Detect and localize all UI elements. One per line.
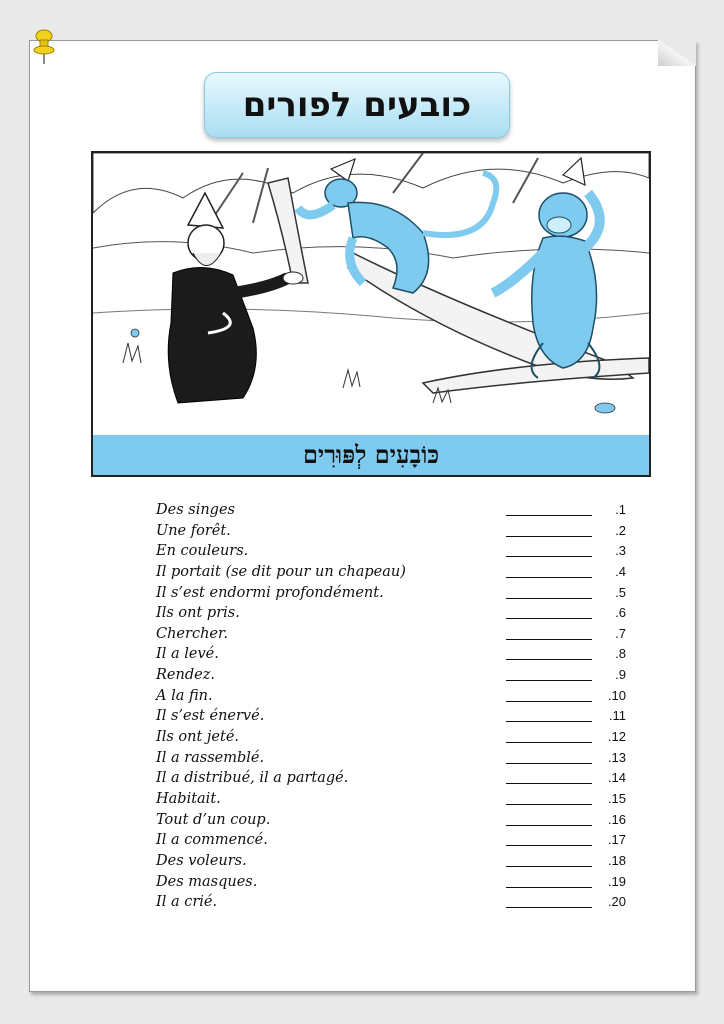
page-fold-corner bbox=[658, 40, 696, 66]
vocabulary-row bbox=[156, 583, 626, 604]
item-number: .19 bbox=[607, 873, 626, 889]
vocabulary-row bbox=[156, 644, 626, 665]
answer-blank[interactable] bbox=[506, 825, 592, 826]
item-number: .13 bbox=[607, 749, 626, 765]
vocabulary-row bbox=[156, 562, 626, 583]
answer-blank[interactable] bbox=[506, 556, 592, 557]
french-term: En couleurs. bbox=[156, 543, 249, 560]
vocabulary-row bbox=[156, 686, 626, 707]
answer-blank[interactable] bbox=[506, 866, 592, 867]
item-number: .9 bbox=[615, 667, 626, 683]
item-number: .17 bbox=[607, 832, 626, 848]
french-term: Une forêt. bbox=[156, 522, 231, 539]
vocabulary-row bbox=[156, 892, 626, 913]
french-term: Rendez. bbox=[156, 667, 215, 684]
title-banner bbox=[204, 72, 510, 138]
item-number: .15 bbox=[607, 790, 626, 806]
answer-blank[interactable] bbox=[506, 598, 592, 599]
item-number: .5 bbox=[615, 584, 626, 600]
item-number: .16 bbox=[607, 811, 626, 827]
item-number: .4 bbox=[615, 563, 626, 579]
french-term: Il a distribué, il a partagé. bbox=[156, 770, 349, 787]
french-term: Ils ont jeté. bbox=[156, 729, 240, 746]
vocabulary-row bbox=[156, 603, 626, 624]
answer-blank[interactable] bbox=[506, 845, 592, 846]
answer-blank[interactable] bbox=[506, 618, 592, 619]
french-term: Chercher. bbox=[156, 625, 228, 642]
answer-blank[interactable] bbox=[506, 783, 592, 784]
french-term: Il portait (se dit pour un chapeau) bbox=[156, 563, 406, 580]
item-number: .10 bbox=[607, 687, 626, 703]
vocabulary-row bbox=[156, 727, 626, 748]
answer-blank[interactable] bbox=[506, 887, 592, 888]
item-number: .6 bbox=[615, 605, 626, 621]
vocabulary-row bbox=[156, 665, 626, 686]
answer-blank[interactable] bbox=[506, 721, 592, 722]
vocabulary-row bbox=[156, 851, 626, 872]
answer-blank[interactable] bbox=[506, 536, 592, 537]
item-number: .8 bbox=[615, 646, 626, 662]
vocabulary-row bbox=[156, 748, 626, 769]
answer-blank[interactable] bbox=[506, 804, 592, 805]
french-term: Il a levé. bbox=[156, 646, 219, 663]
page-title: כובעים לפורים bbox=[242, 85, 472, 125]
vocabulary-row bbox=[156, 830, 626, 851]
answer-blank[interactable] bbox=[506, 659, 592, 660]
french-term: Des masques. bbox=[156, 873, 258, 890]
french-term: Il a rassemblé. bbox=[156, 749, 265, 766]
answer-blank[interactable] bbox=[506, 701, 592, 702]
french-term: Il a commencé. bbox=[156, 832, 268, 849]
french-term: Tout d’un coup. bbox=[156, 811, 271, 828]
vocabulary-row bbox=[156, 521, 626, 542]
answer-blank[interactable] bbox=[506, 907, 592, 908]
item-number: .2 bbox=[615, 522, 626, 538]
vocabulary-row bbox=[156, 500, 626, 521]
answer-blank[interactable] bbox=[506, 639, 592, 640]
vocabulary-row bbox=[156, 872, 626, 893]
french-term: Il s’est endormi profondément. bbox=[156, 584, 384, 601]
pushpin-icon bbox=[31, 28, 57, 66]
french-term: Des voleurs. bbox=[156, 852, 247, 869]
vocabulary-row bbox=[156, 789, 626, 810]
item-number: .12 bbox=[607, 729, 626, 745]
french-term: Ils ont pris. bbox=[156, 605, 240, 622]
item-number: .14 bbox=[607, 770, 626, 786]
vocabulary-row bbox=[156, 810, 626, 831]
monkeys-and-hatseller-drawing bbox=[93, 153, 649, 435]
vocabulary-row bbox=[156, 768, 626, 789]
vocabulary-row bbox=[156, 624, 626, 645]
french-term: Des singes bbox=[156, 502, 235, 518]
vocabulary-list bbox=[156, 500, 626, 913]
item-number: .18 bbox=[607, 852, 626, 868]
item-number: .1 bbox=[615, 502, 626, 517]
french-term: Il s’est énervé. bbox=[156, 708, 265, 725]
french-term: A la fin. bbox=[156, 687, 213, 704]
story-illustration bbox=[91, 151, 651, 477]
item-number: .11 bbox=[608, 708, 626, 724]
illustration-caption: כּוֹבָעִים לְפּוּרִים bbox=[93, 435, 649, 475]
french-term: Habitait. bbox=[156, 790, 221, 807]
answer-blank[interactable] bbox=[506, 515, 592, 516]
item-number: .7 bbox=[615, 625, 626, 641]
answer-blank[interactable] bbox=[506, 763, 592, 764]
item-number: .3 bbox=[615, 543, 626, 559]
vocabulary-row bbox=[156, 541, 626, 562]
french-term: Il a crié. bbox=[156, 894, 218, 911]
item-number: .20 bbox=[607, 894, 626, 910]
answer-blank[interactable] bbox=[506, 742, 592, 743]
vocabulary-row bbox=[156, 706, 626, 727]
answer-blank[interactable] bbox=[506, 577, 592, 578]
answer-blank[interactable] bbox=[506, 680, 592, 681]
